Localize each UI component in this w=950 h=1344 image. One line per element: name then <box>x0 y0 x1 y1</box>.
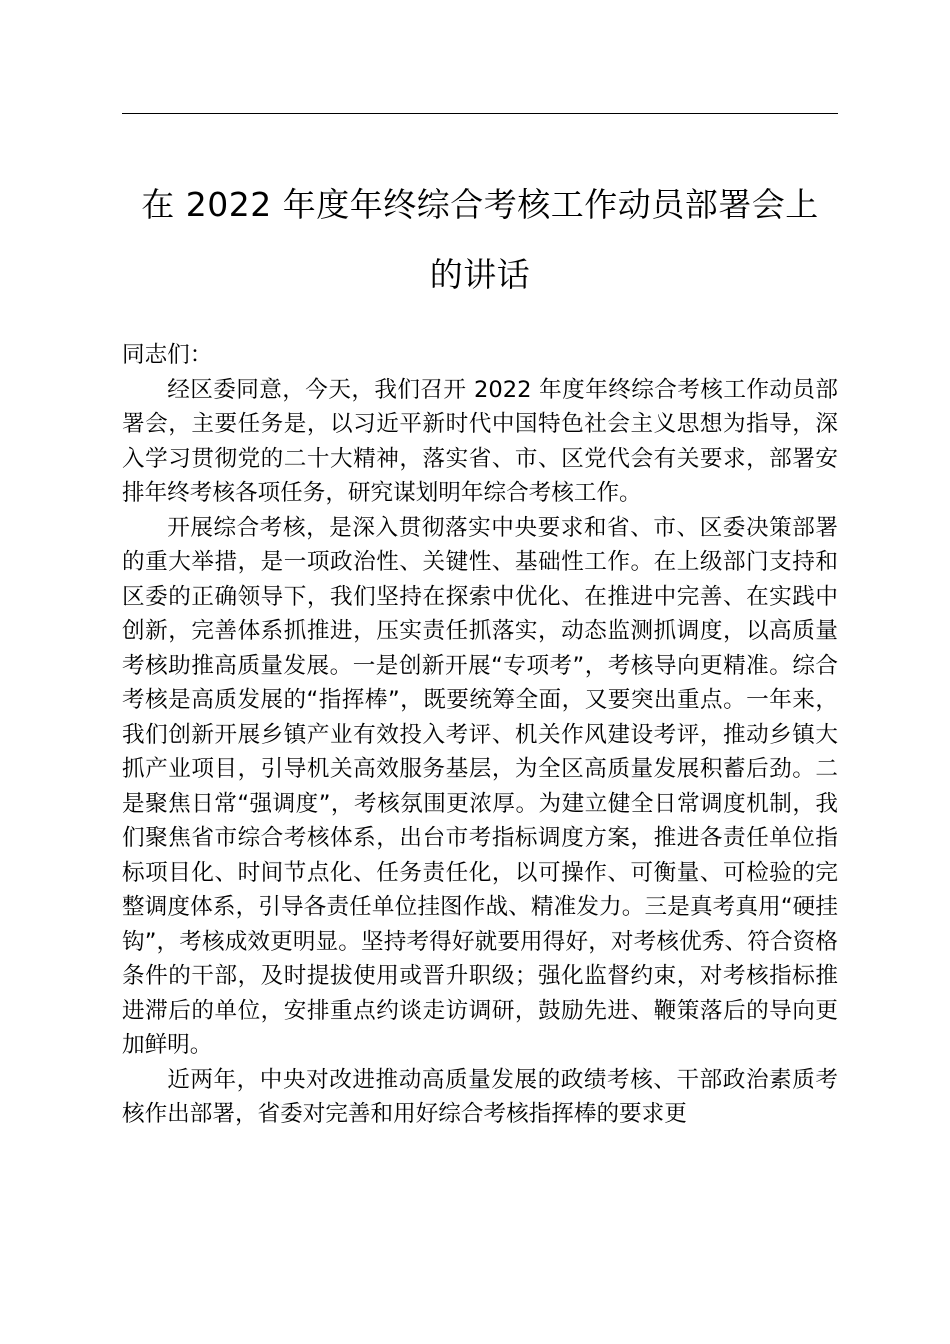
paragraph-2: 开展综合考核，是深入贯彻落实中央要求和省、市、区委决策部署的重大举措，是一项政治性、关键性、基础性工作。在上级部门支持和区委的正确领导下，我们坚持在探索中优化、在推进中完善、在实践中创新，完善体系抓推进，压实责任抓落实，动态监测抓调度，以高质量考核助推高质量发展。一是创新开展“专项考”，考核导向更精准。综合考核是高质发展的“指挥棒”，既要统筹全面，又要突出重点。一年来，我们创新开展乡镇产业有效投入考评、机关作风建设考评，推动乡镇大抓产业项目，引导机关高效服务基层，为全区高质量发展积蓄后劲。二是聚焦日常“强调度”，考核氛围更浓厚。为建立健全日常调度机制，我们聚焦省市综合考核体系，出台市考指标调度方案，推进各责任单位指标项目化、时间节点化、任务责任化，以可操作、可衡量、可检验的完整调度体系，引导各责任单位挂图作战、精准发力。三是真考真用“硬挂钩”，考核成效更明显。坚持考得好就要用得好，对考核优秀、符合资格条件的干部，及时提拔使用或晋升职级；强化监督约束，对考核指标推进滞后的单位，安排重点约谈走访调研，鼓励先进、鞭策落后的导向更加鲜明。 <box>122 514 838 1058</box>
salutation: 同志们： <box>122 342 213 368</box>
title-line-1: 在 2022 年度年终综合考核工作动员部署会上 <box>141 185 819 224</box>
paragraph-3: 近两年，中央对改进推动高质量发展的政绩考核、干部政治素质考核作出部署，省委对完善和用好综合考核指挥棒的要求更 <box>122 1066 838 1127</box>
document-body <box>122 338 838 1132</box>
paragraph-1: 经区委同意，今天，我们召开 2022 年度年终综合考核工作动员部署会，主要任务是，以习近平新时代中国特色社会主义思想为指导，深入学习贯彻党的二十大精神，落实省、市、区党代会有关要求，部署安排年终考核各项任务，研究谋划明年综合考核工作。 <box>122 376 838 506</box>
document-title <box>112 170 848 310</box>
header-rule <box>122 113 838 114</box>
title-line-2: 的讲话 <box>429 255 531 294</box>
